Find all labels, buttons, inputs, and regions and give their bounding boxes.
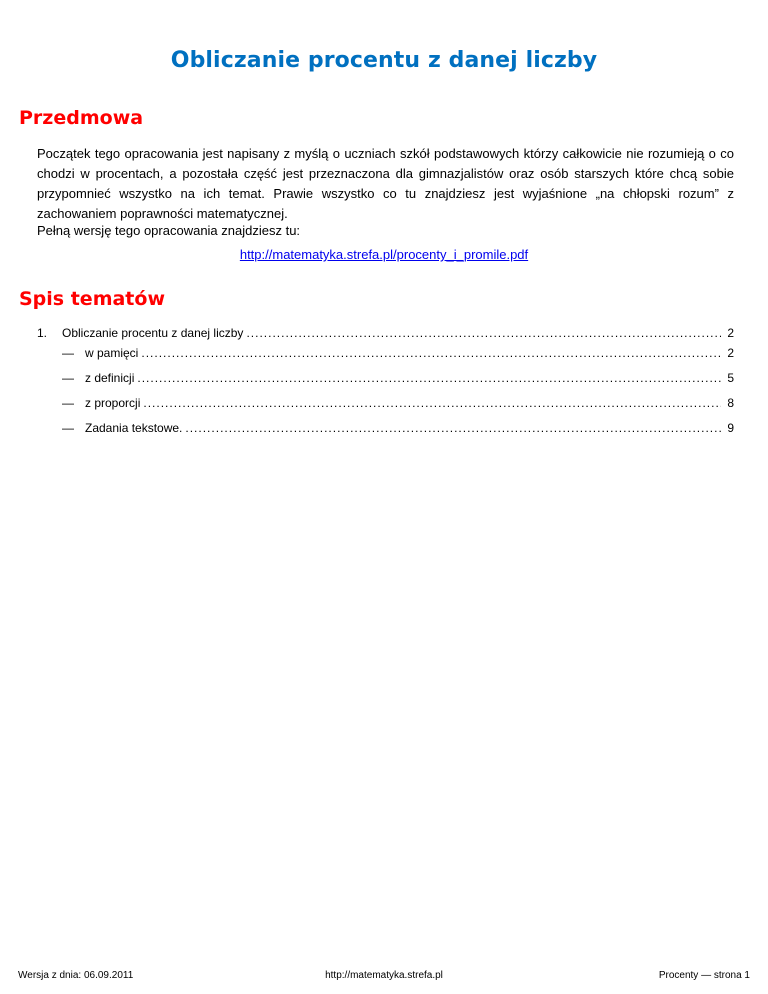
document-title: Obliczanie procentu z danej liczby [170,48,598,73]
toc-item-page: 2 [727,346,734,360]
preface-paragraph: Początek tego opracowania jest napisany z myślą o uczniach szkół podstawowych którzy całkowicie nie rozumieją o co chodzi w procentach, a pozostała część jest przeznaczona dla gimnazjalistów oraz osób starszych które chcą sobie przypomnieć wszystko na ich temat. Prawie wszystko co tu znajdziesz jest wyjaśnione „na chłopski rozum” z zachowaniem poprawności matematycznej. [37,146,734,221]
toc-item-number: 1. [37,326,48,340]
toc-item-dash: — [62,346,74,360]
full-version-text: Pełną wersję tego opracowania znajdziesz tu: [37,223,301,238]
toc-item-label: z definicji [85,371,135,385]
footer-version-date: Wersja z dnia: 06.09.2011 [18,970,134,981]
toc-item-page: 2 [727,326,734,340]
preface-heading: Przedmowa [19,107,144,129]
toc-item-zadania-tekstowe[interactable] [62,420,734,436]
toc-leader-dots [141,345,721,361]
toc-item-page: 9 [727,421,734,435]
footer-page-number: Procenty — strona 1 [658,970,750,981]
full-version-link[interactable]: http://matematyka.strefa.pl/procenty_i_promile.pdf [239,247,529,262]
toc-leader-dots [185,420,721,436]
toc-item-w-pamieci[interactable] [62,345,734,361]
toc-leader-dots [143,395,721,411]
toc-item-dash: — [62,396,74,410]
toc-leader-dots [246,325,721,341]
toc-item-obliczanie-procentu[interactable] [37,325,734,341]
toc-item-dash: — [62,421,74,435]
toc-item-page: 8 [727,396,734,410]
footer-website: http://matematyka.strefa.pl [325,970,443,981]
toc-item-z-definicji[interactable] [62,370,734,386]
toc-heading: Spis tematów [19,288,165,310]
toc-item-dash: — [62,371,74,385]
toc-item-label: Obliczanie procentu z danej liczby [62,326,244,340]
toc-item-page: 5 [727,371,734,385]
full-version-link-container [0,246,768,264]
toc-item-label: Zadania tekstowe. [85,421,183,435]
toc-leader-dots [137,370,721,386]
toc-item-z-proporcji[interactable] [62,395,734,411]
toc-item-label: w pamięci [85,346,139,360]
toc-item-label: z proporcji [85,396,141,410]
